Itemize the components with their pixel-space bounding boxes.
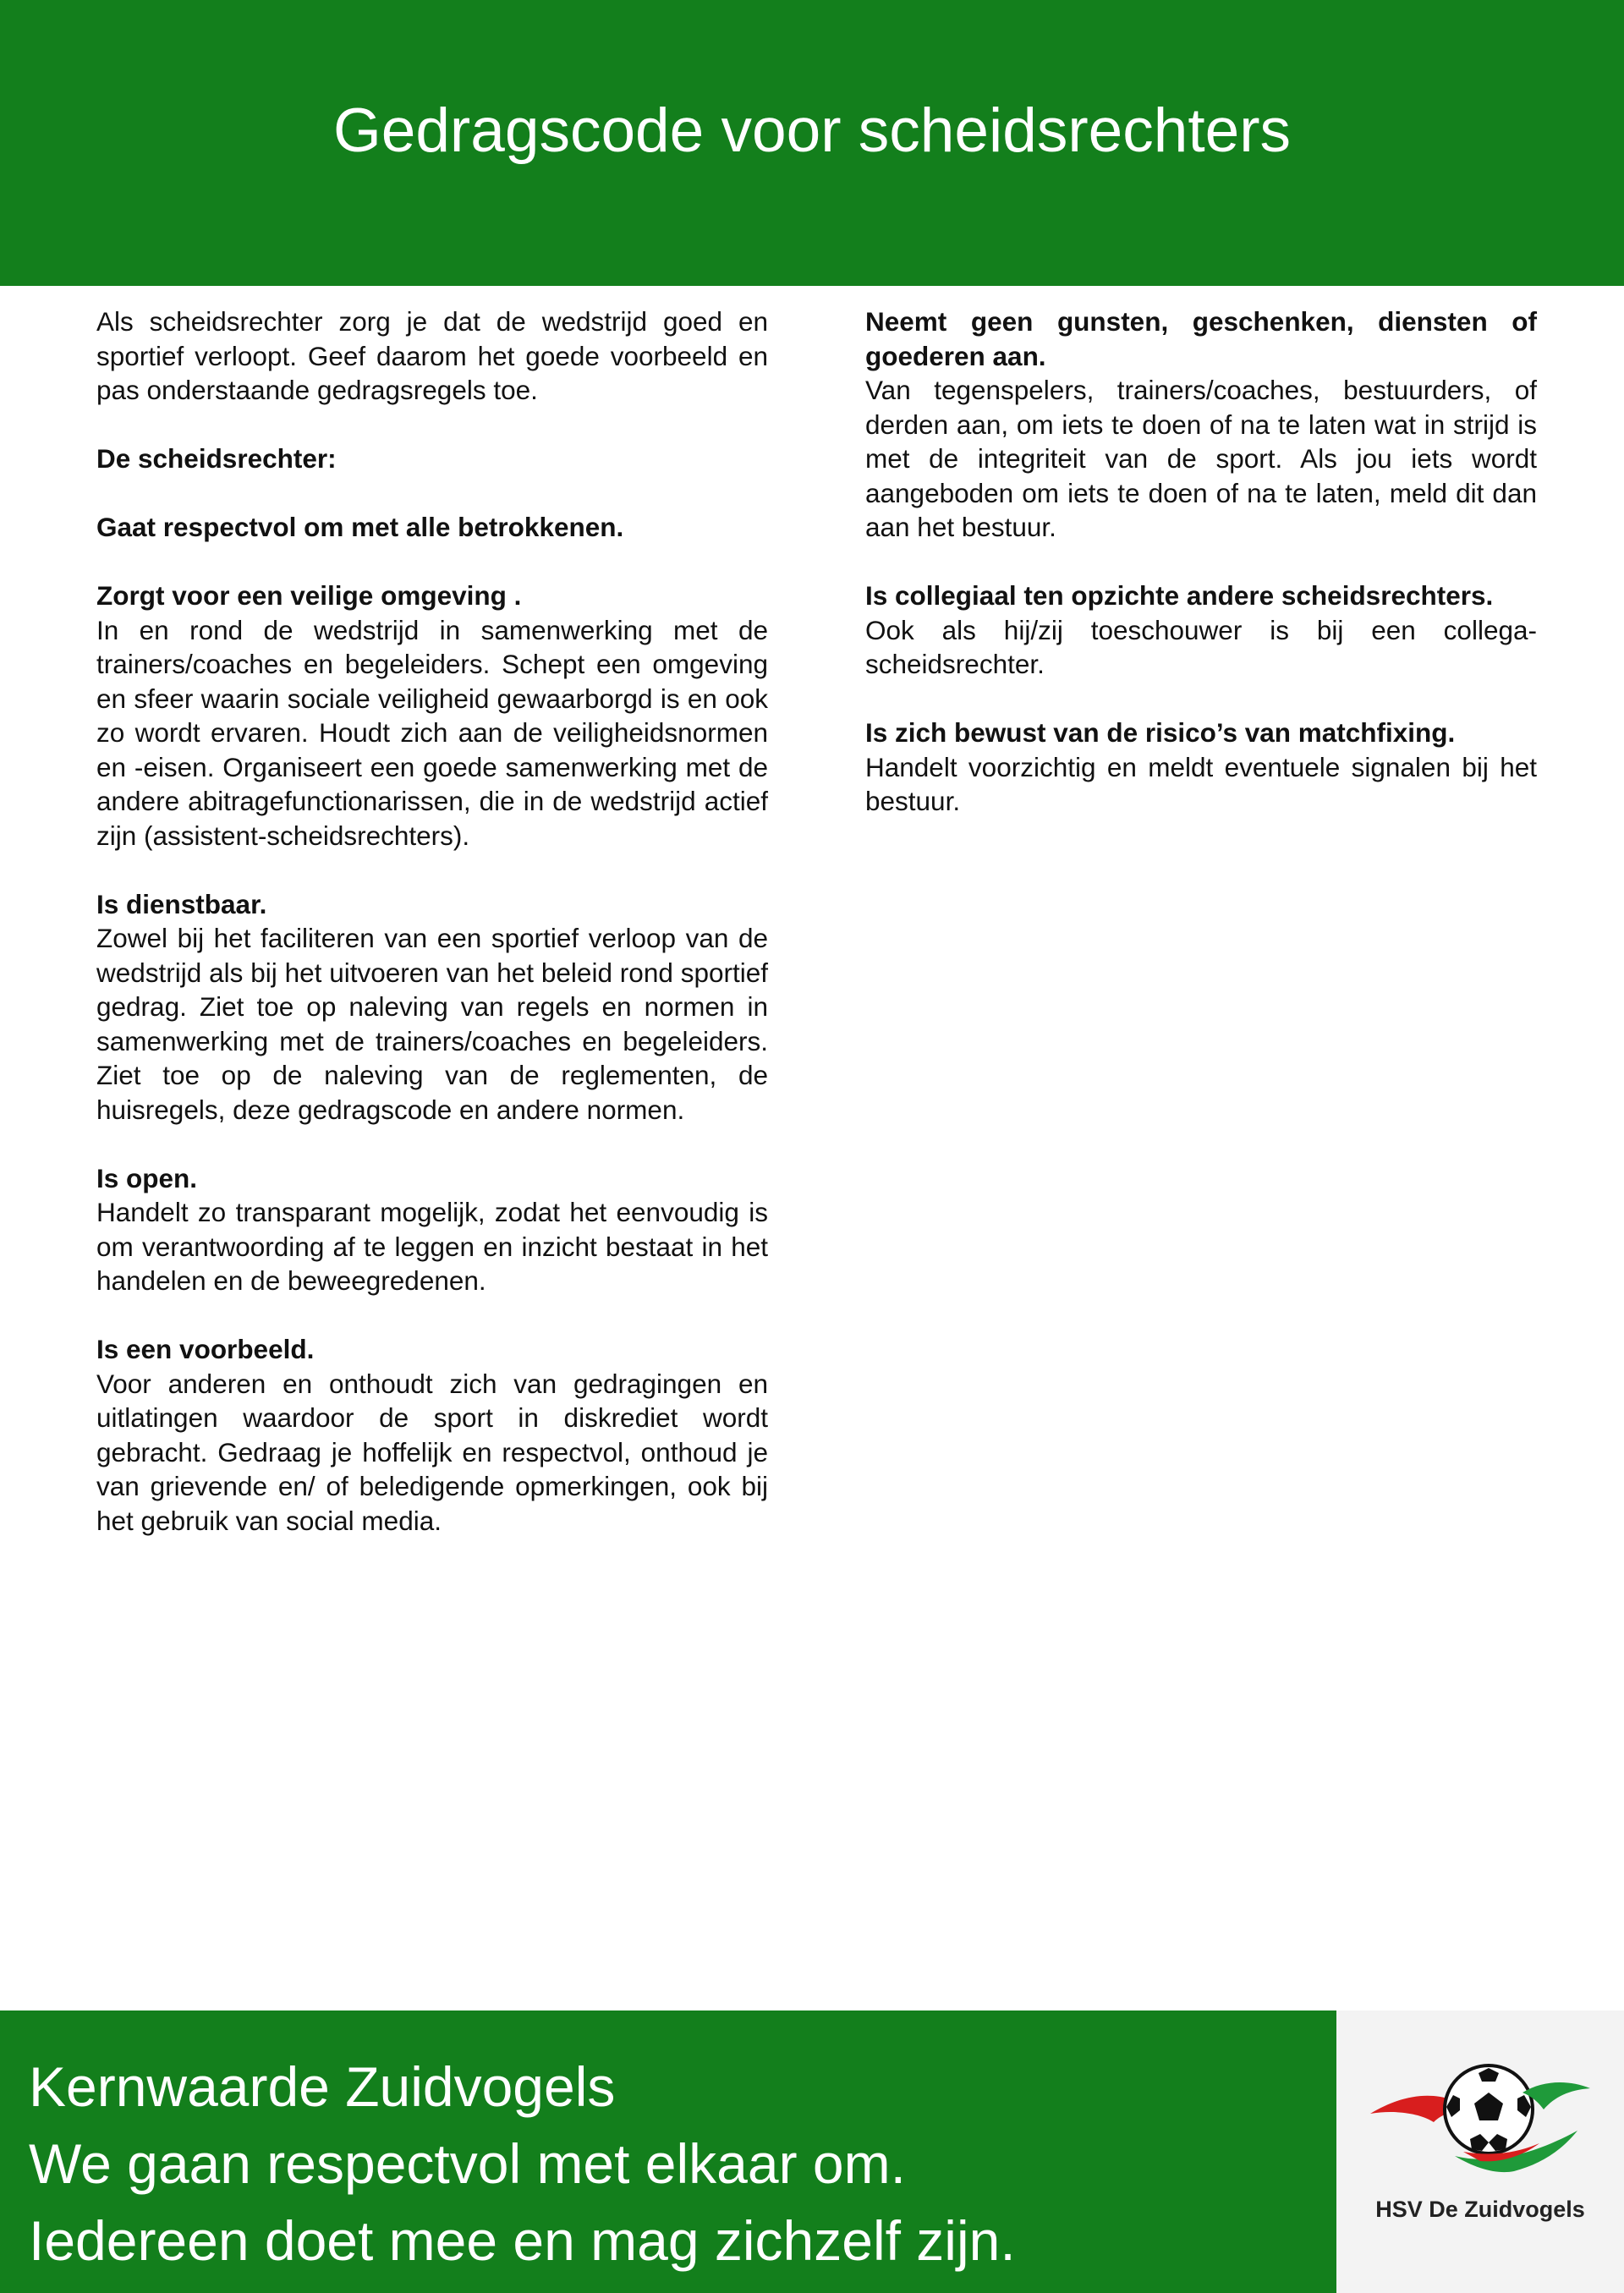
rule-service (96, 887, 768, 1127)
rule-matchfixing (865, 716, 1537, 819)
rule-collegial-title: Is collegiaal ten opzichte andere scheidsrechters. (865, 580, 1494, 611)
rule-service-text: Zowel bij het faciliteren van een sportief verloop van de wedstrijd als bij het uitvoeren van het beleid rond sportief gedrag. Ziet toe op naleving van regels en normen in samenwerking met de trainers/coaches en begeleiders. Ziet toe op de naleving van de reglementen, de huisregels, deze gedragscode en andere normen. (96, 923, 768, 1125)
rule-safety (96, 579, 768, 853)
football-swallows-icon (1362, 2029, 1599, 2198)
rule-gifts-text: Van tegenspelers, trainers/coaches, bestuurders, of derden aan, om iets te doen of na te laten wat in strijd is met de integriteit van de sport. Als jou iets wordt aangeboden om iets te doen of na te laten, meld dit dan aan het bestuur. (865, 375, 1537, 542)
subject-heading: De scheidsrechter: (96, 443, 337, 474)
rule-collegial-text: Ook als hij/zij toeschouwer is bij een collega-scheidsrechter. (865, 614, 1537, 679)
page-title: Gedragscode voor scheidsrechters (332, 96, 1292, 165)
footer-core-value-line-respect: We gaan respectvol met elkaar om. (29, 2132, 906, 2195)
rule-respect-title: Gaat respectvol om met alle betrokkenen. (96, 512, 624, 542)
rule-gifts-title: Neemt geen gunsten, geschenken, diensten of goederen aan. (865, 306, 1537, 371)
rule-safety-text: In en rond de wedstrijd in samenwerking met de trainers/coaches en begeleiders. Schept een omgeving en sfeer waarin sociale veiligheid gewaarborgd is en ook zo wordt ervaren. Houdt zich aan de veiligheidsnormen en -eisen. Organiseert een goede samenwerking met de andere abitragefunctionarissen, die in de wedstrijd actief zijn (assistent-scheidsrechters). (96, 614, 768, 851)
club-logo (1336, 2010, 1624, 2293)
rule-collegial (865, 579, 1537, 682)
club-logo-name: HSV De Zuidvogels (1375, 2197, 1585, 2222)
rule-service-title: Is dienstbaar. (96, 888, 267, 919)
right-column (865, 304, 1537, 853)
rule-open-title: Is open. (96, 1162, 198, 1193)
rule-matchfixing-text: Handelt voorzichtig en meldt eventuele signalen bij het bestuur. (865, 751, 1537, 816)
footer-core-value-title: Kernwaarde Zuidvogels (29, 2055, 616, 2118)
rule-example-text: Voor anderen en onthoudt zich van gedragingen en uitlatingen waardoor de sport in diskrediet wordt gebracht. Gedraag je hoffelijk en respectvol, onthoud je van grievende en/ of beledigende opmerkingen, ook bij het gebruik van social media. (96, 1368, 768, 1536)
header-banner (0, 0, 1624, 286)
rule-matchfixing-title: Is zich bewust van de risico’s van matchfixing. (865, 717, 1456, 748)
left-column (96, 304, 768, 1572)
rule-open-text: Handelt zo transparant mogelijk, zodat het eenvoudig is om verantwoording af te leggen en inzicht bestaat in het handelen en de beweegredenen. (96, 1197, 768, 1296)
rule-gifts (865, 304, 1537, 545)
rule-example-title: Is een voorbeeld. (96, 1334, 315, 1364)
footer-core-value-line-inclusion: Iedereen doet mee en mag zichzelf zijn. (29, 2209, 1016, 2272)
intro-paragraph: Als scheidsrechter zorg je dat de wedstrijd goed en sportief verloopt. Geef daarom het goede voorbeeld en pas onderstaande gedragsregels toe. (96, 306, 768, 405)
rule-safety-title: Zorgt voor een veilige omgeving . (96, 580, 522, 611)
rule-open (96, 1161, 768, 1298)
footer-banner (0, 2010, 1336, 2293)
rule-example (96, 1332, 768, 1538)
